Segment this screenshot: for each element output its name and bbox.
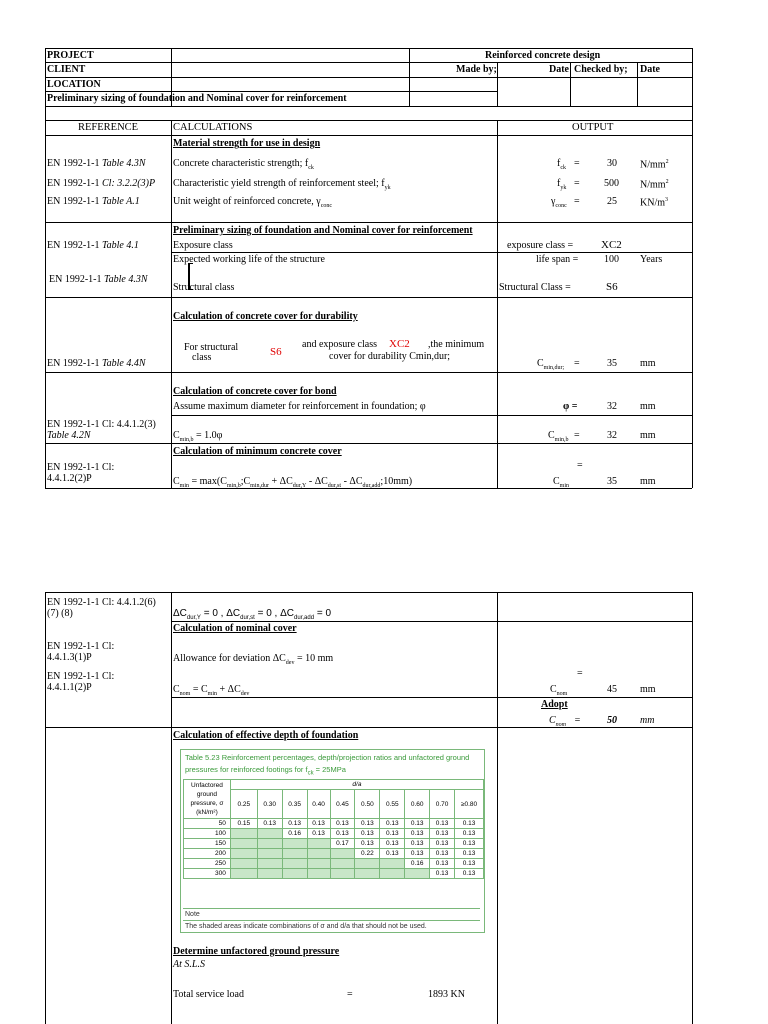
ratio-cell: 0.13 [455, 839, 484, 849]
pressure-cell: 250 [184, 859, 231, 869]
min-cover-heading: Calculation of minimum concrete cover [173, 446, 342, 457]
date-label-2: Date [640, 64, 660, 75]
out-eq: = [574, 430, 580, 441]
structural-class-value: S6 [606, 281, 618, 293]
ratio-cell [230, 849, 257, 859]
ratio-cell: 0.13 [380, 839, 405, 849]
out-unit: mm [640, 430, 656, 441]
ratio-cell [380, 869, 405, 879]
reference-table-image [180, 749, 485, 933]
ground-pressure-heading: Determine unfactored ground pressure [173, 946, 340, 957]
ratio-cell [330, 849, 355, 859]
pressure-cell: 300 [184, 869, 231, 879]
col-header: ≥0.80 [455, 790, 484, 819]
d-sub2: dur,st [240, 615, 255, 621]
out-val: 45 [607, 684, 617, 695]
col-header: 0.35 [282, 790, 307, 819]
calc-sub: yk [384, 185, 391, 191]
p2-ref2-b: 4.4.1.3(1)P [47, 652, 92, 663]
ratio-cell [282, 859, 307, 869]
out-val: 32 [607, 430, 617, 441]
f-sub5: dur,st [327, 483, 342, 489]
reference-table-grid [183, 779, 484, 879]
ref-table: Table A.1 [102, 196, 140, 207]
out-eq: = [574, 178, 580, 189]
phi-output: φ = [563, 401, 578, 412]
out-sub: nom [556, 691, 568, 697]
bond-assume-text: Assume maximum diameter for reinforcement in foundation; φ [173, 401, 426, 412]
cnom-sym: C [173, 684, 180, 695]
ratio-cell [355, 869, 380, 879]
f-sub2: min,b [226, 483, 241, 489]
project-label: PROJECT [47, 50, 94, 61]
ratio-cell [257, 829, 282, 839]
col-header: 0.70 [430, 790, 455, 819]
ref-title-text: Table 5.23 Reinforcement percentages, depth/projection ratios and unfactored ground pressures for reinforced footings for f [185, 753, 470, 774]
calc-sub: conc [320, 203, 333, 209]
col-header: 0.25 [230, 790, 257, 819]
ref-text: EN 1992-1-1 [47, 178, 102, 189]
out-unit: mm [640, 358, 656, 369]
formula-sym: C [173, 430, 180, 441]
out-sym: f [557, 178, 561, 189]
ratio-cell: 0.13 [405, 829, 430, 839]
calculations-header: CALCULATIONS [173, 122, 253, 133]
row-header-line: (kN/m²) [196, 809, 218, 816]
structural-class-output: Structural Class = [499, 282, 571, 293]
min-cover-ref-2: 4.4.1.2(2)P [47, 473, 92, 484]
formula-rest: = 1.0φ [193, 430, 223, 441]
out-unit-sup: 3 [665, 197, 668, 203]
ratio-cell: 0.13 [282, 819, 307, 829]
f-rest2: ;C [240, 476, 251, 487]
durability-exposure-value: XC2 [389, 338, 410, 350]
reference-header: REFERENCE [78, 122, 139, 133]
out-eq: = [574, 158, 580, 169]
ratio-cell: 0.13 [430, 849, 455, 859]
bond-heading: Calculation of concrete cover for bond [173, 386, 337, 397]
ratio-cell: 0.13 [455, 849, 484, 859]
ratio-cell [405, 869, 430, 879]
ratio-cell: 0.13 [455, 829, 484, 839]
col-group-label: d/a [230, 780, 483, 790]
pressure-cell: 200 [184, 849, 231, 859]
calc-sub: ck [308, 165, 314, 171]
row-header-line: Unfactored [191, 782, 223, 789]
life-value: 100 [604, 254, 619, 265]
durability-text4: cover for durability Cmin,dur; [329, 351, 451, 362]
f-rest5: - ΔC [341, 476, 363, 487]
made-by-label: Made by; [456, 64, 497, 75]
out-sym: C [550, 684, 557, 695]
calc-text: Concrete characteristic strength; f [173, 158, 309, 169]
total-service-load-value: 1893 KN [428, 989, 465, 1000]
ratio-cell [307, 839, 330, 849]
effective-depth-heading: Calculation of effective depth of foundation [173, 730, 359, 741]
pressure-cell: 100 [184, 829, 231, 839]
calc-text: Unit weight of reinforced concrete, γ [173, 196, 321, 207]
table-row [184, 819, 484, 829]
date-label: Date [549, 64, 569, 75]
ratio-cell: 0.13 [330, 829, 355, 839]
nominal-cover-heading: Calculation of nominal cover [173, 623, 297, 634]
bond-ref-table: Table 4.2N [47, 430, 91, 441]
out-unit: N/mm [640, 179, 666, 191]
cnom-sub: nom [179, 691, 191, 697]
ref-text: EN 1992-1-1 [49, 274, 104, 285]
out-val: 35 [607, 358, 617, 369]
ratio-cell [257, 839, 282, 849]
out-val: 500 [604, 178, 619, 189]
min-cover-ref: EN 1992-1-1 Cl: [47, 462, 115, 473]
ratio-cell [257, 859, 282, 869]
adopt-eq: = [574, 715, 581, 726]
formula-sub: min,b [179, 437, 194, 443]
life-output: life span = [536, 254, 579, 265]
adopt-sub: nom [555, 722, 567, 728]
reference-table-title [185, 752, 481, 780]
exposure-class-output: exposure class = [507, 240, 574, 251]
out-val: 25 [607, 196, 617, 207]
sizing-heading: Preliminary sizing of foundation and Nominal cover for reinforcement [173, 225, 473, 236]
out-eq: = [574, 358, 580, 369]
ratio-cell: 0.13 [455, 859, 484, 869]
f-sub: min [179, 483, 190, 489]
ratio-cell [257, 849, 282, 859]
durability-text2: and exposure class [302, 339, 377, 350]
p2-ref2: EN 1992-1-1 Cl: [47, 641, 115, 652]
min-cover-formula [173, 477, 412, 489]
col-header: 0.60 [405, 790, 430, 819]
d-sym: ΔC [173, 608, 187, 619]
ratio-cell: 0.13 [405, 839, 430, 849]
cnom-eq: = [577, 668, 583, 679]
ratio-cell: 0.13 [355, 829, 380, 839]
out-unit: mm [640, 476, 656, 487]
exposure-class-label: Exposure class [173, 240, 233, 251]
ratio-cell: 0.13 [405, 819, 430, 829]
ref-text: EN 1992-1-1 [47, 196, 102, 207]
ratio-cell: 0.13 [307, 829, 330, 839]
col-header: 0.50 [355, 790, 380, 819]
ratio-cell: 0.13 [430, 839, 455, 849]
cnom-rest: = C [190, 684, 208, 695]
cnom-sub2: min [207, 691, 217, 697]
ratio-cell [230, 829, 257, 839]
col-header: 0.30 [257, 790, 282, 819]
out-sym: C [548, 430, 555, 441]
row-header-line: pressure, σ [190, 800, 224, 807]
ratio-cell: 0.17 [330, 839, 355, 849]
ref-table: Table 4.1 [102, 240, 139, 251]
d-rest2: = 0 , ΔC [254, 608, 295, 619]
table-row [184, 869, 484, 879]
table-row [184, 859, 484, 869]
sls-label: At S.L.S [173, 959, 205, 970]
f-sub3: min,dur [250, 483, 270, 489]
ratio-cell: 0.22 [355, 849, 380, 859]
exposure-class-value: XC2 [601, 239, 622, 251]
f-rest4: - ΔC [306, 476, 328, 487]
ratio-cell: 0.13 [257, 819, 282, 829]
col-header: 0.45 [330, 790, 355, 819]
note-label: Note [183, 908, 480, 920]
allowance-sub: dev [285, 660, 295, 666]
ratio-cell: 0.13 [405, 849, 430, 859]
f-sub4: dur,Y [292, 483, 307, 489]
p2-ref1: EN 1992-1-1 Cl: 4.4.1.2(6) [47, 597, 156, 608]
ratio-cell: 0.13 [430, 829, 455, 839]
out-unit: N/mm [640, 159, 666, 171]
location-label: LOCATION [47, 79, 101, 90]
ratio-cell [282, 849, 307, 859]
ratio-cell [307, 849, 330, 859]
f-sub6: dur,add [362, 483, 381, 489]
out-sub: ck [560, 165, 567, 171]
p2-ref3: EN 1992-1-1 Cl: [47, 671, 115, 682]
ratio-cell: 0.13 [380, 819, 405, 829]
d-sub1: dur,Y [186, 615, 201, 621]
f-rest: = max(C [189, 476, 227, 487]
ratio-cell: 0.13 [455, 819, 484, 829]
ratio-cell [330, 869, 355, 879]
pressure-cell: 150 [184, 839, 231, 849]
table-row [184, 829, 484, 839]
out-val: 35 [607, 476, 617, 487]
note-text: The shaded areas indicate combinations of σ and d/a that should not be used. [183, 920, 480, 932]
ratio-cell [355, 859, 380, 869]
ratio-cell: 0.13 [455, 869, 484, 879]
out-unit: mm [640, 684, 656, 695]
ratio-cell: 0.13 [355, 819, 380, 829]
subject-title: Preliminary sizing of foundation and Nominal cover for reinforcement [47, 93, 347, 104]
ref-table: Table 4.3N [104, 274, 148, 285]
out-unit: KN/m [640, 197, 665, 209]
out-sub: min [559, 483, 570, 489]
ratio-cell: 0.15 [230, 819, 257, 829]
ref-table: Cl: 3.2.2(3)P [102, 178, 156, 189]
ratio-cell: 0.16 [282, 829, 307, 839]
phi-value: 32 [607, 401, 617, 412]
out-sub: min,dur; [543, 365, 565, 371]
durability-heading: Calculation of concrete cover for durability [173, 311, 358, 322]
client-label: CLIENT [47, 64, 86, 75]
ref-title-sub: ck [307, 770, 314, 777]
total-service-load-label: Total service load [173, 989, 244, 1000]
f-rest6: ;10mm) [380, 476, 413, 487]
ratio-cell [230, 859, 257, 869]
out-unit-sup: 2 [665, 159, 669, 165]
ratio-cell: 0.13 [430, 859, 455, 869]
ratio-cell: 0.13 [430, 819, 455, 829]
d-sub3: dur,add [294, 615, 315, 621]
structural-class-label: Structural class [173, 282, 235, 293]
row-header-line: ground [196, 791, 218, 798]
calc-text: Characteristic yield strength of reinforcement steel; f [173, 178, 385, 189]
reference-table-note [183, 908, 480, 932]
durability-class-value: S6 [270, 346, 282, 358]
total-service-load-eq: = [347, 989, 353, 1000]
ref-text: EN 1992-1-1 [47, 240, 102, 251]
ratio-cell [230, 869, 257, 879]
row-header-cell [184, 780, 231, 819]
table-row [184, 839, 484, 849]
min-cover-eq: = [577, 460, 583, 471]
adopt-label: Adopt [541, 699, 568, 710]
design-title: Reinforced concrete design [485, 50, 601, 61]
f-sym: C [173, 476, 180, 487]
adopt-value: 50 [607, 715, 617, 726]
ratio-cell: 0.13 [330, 819, 355, 829]
ref-table: Table 4.3N [102, 158, 146, 169]
life-unit: Years [640, 254, 663, 265]
allowance-text: Allowance for deviation ΔC [173, 653, 286, 664]
ratio-cell: 0.13 [380, 849, 405, 859]
checked-by-label: Checked by; [574, 64, 628, 75]
col-header: 0.40 [307, 790, 330, 819]
allowance-rest: = 10 mm [294, 653, 334, 664]
cnom-sub3: dev [240, 691, 250, 697]
durability-text1b: class [192, 352, 212, 363]
bond-ref: EN 1992-1-1 Cl: 4.4.1.2(3) [47, 419, 156, 430]
ref-text: EN 1992-1-1 [47, 158, 102, 169]
out-sym: C [537, 358, 544, 369]
d-rest1: = 0 , ΔC [200, 608, 241, 619]
f-rest3: + ΔC [269, 476, 293, 487]
p2-ref1-b: (7) (8) [47, 608, 73, 619]
out-val: 30 [607, 158, 617, 169]
out-eq: = [574, 196, 580, 207]
out-sub: conc [555, 203, 567, 209]
ratio-cell [380, 859, 405, 869]
deltas-line [173, 609, 331, 621]
out-sym: γ [551, 196, 556, 207]
ratio-cell [282, 869, 307, 879]
col-header: 0.55 [380, 790, 405, 819]
durability-text3: ,the minimum [428, 339, 485, 350]
out-unit-sup: 2 [665, 179, 669, 185]
ratio-cell: 0.16 [405, 859, 430, 869]
p2-ref3-b: 4.4.1.1(2)P [47, 682, 92, 693]
phi-unit: mm [640, 401, 656, 412]
ratio-cell: 0.13 [355, 839, 380, 849]
output-header: OUTPUT [572, 122, 614, 133]
pressure-cell: 50 [184, 819, 231, 829]
adopt-unit: mm [640, 715, 655, 726]
ratio-cell [257, 869, 282, 879]
table-row [184, 849, 484, 859]
durability-text1: For structural [184, 342, 239, 353]
ratio-cell [307, 869, 330, 879]
ratio-cell [330, 859, 355, 869]
ratio-cell [307, 859, 330, 869]
out-sub: yk [560, 185, 567, 191]
ref-table: Table 4.4N [102, 358, 146, 369]
material-heading: Material strength for use in design [173, 138, 321, 149]
ratio-cell: 0.13 [380, 829, 405, 839]
cnom-rest2: + ΔC [217, 684, 241, 695]
out-sub: min,b [554, 437, 569, 443]
out-sym: f [557, 158, 561, 169]
ratio-cell: 0.13 [307, 819, 330, 829]
ref-text: EN 1992-1-1 [47, 358, 102, 369]
ratio-cell [282, 839, 307, 849]
adopt-sym: C [549, 715, 556, 726]
out-sym: C [553, 476, 560, 487]
d-rest3: = 0 [314, 608, 332, 619]
ref-title-end: = 25MPa [313, 765, 346, 774]
ratio-cell: 0.13 [430, 869, 455, 879]
ratio-cell [230, 839, 257, 849]
life-label: Expected working life of the structure [173, 254, 325, 265]
